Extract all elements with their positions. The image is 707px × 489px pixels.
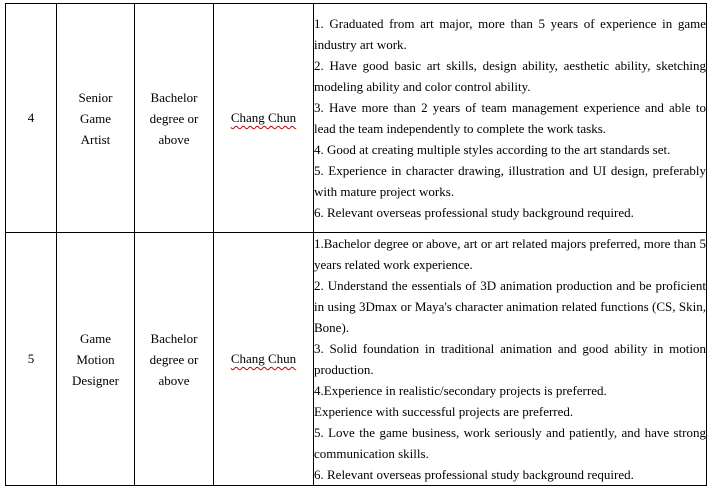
requirement-item: 2. Understand the essentials of 3D animation production and be proficient in using 3Dmax or Maya's character animation related functions (CS, Skin, Bone). (314, 278, 706, 335)
requirement-item: 3. Have more than 2 years of team management experience and able to lead the team independently to complete the work tasks. (314, 100, 706, 136)
location: Chang Chun (230, 110, 297, 125)
job-title-cell (57, 233, 135, 486)
requirements-cell (314, 4, 707, 233)
table-row (6, 233, 707, 486)
job-listing-table (5, 3, 707, 486)
requirement-item: 5. Love the game business, work seriously and patiently, and have strong communication skills. (314, 425, 706, 461)
education-requirement: Bachelor degree or above (149, 330, 199, 388)
requirement-item: 5. Experience in character drawing, illustration and UI design, preferably with mature project works. (314, 163, 706, 199)
job-title: Senior Game Artist (78, 89, 113, 147)
requirement-item: 4. Good at creating multiple styles according to the art standards set. (314, 142, 671, 157)
education-cell (135, 233, 214, 486)
requirement-item: 4.Experience in realistic/secondary projects is preferred. (314, 383, 607, 398)
requirements-cell (314, 233, 707, 486)
job-number-cell: 5 (6, 233, 57, 486)
job-title: Game Motion Designer (72, 330, 119, 388)
education-requirement: Bachelor degree or above (149, 89, 199, 147)
job-title-cell (57, 4, 135, 233)
requirement-item: 1.Bachelor degree or above, art or art related majors preferred, more than 5 years related work experience. (314, 236, 706, 272)
location: Chang Chun (230, 351, 297, 366)
requirement-item: 6. Relevant overseas professional study background required. (314, 467, 634, 482)
requirement-item: Experience with successful projects are preferred. (314, 404, 574, 419)
job-number-cell: 4 (6, 4, 57, 233)
requirement-item: 6. Relevant overseas professional study background required. (314, 205, 634, 220)
table-row (6, 4, 707, 233)
education-cell (135, 4, 214, 233)
requirement-item: 3. Solid foundation in traditional animation and good ability in motion production. (314, 341, 706, 377)
requirement-item: 2. Have good basic art skills, design ability, aesthetic ability, sketching modeling ability and color control ability. (314, 58, 706, 94)
location-cell (214, 4, 314, 233)
location-cell (214, 233, 314, 486)
requirement-item: 1. Graduated from art major, more than 5 years of experience in game industry art work. (314, 16, 706, 52)
